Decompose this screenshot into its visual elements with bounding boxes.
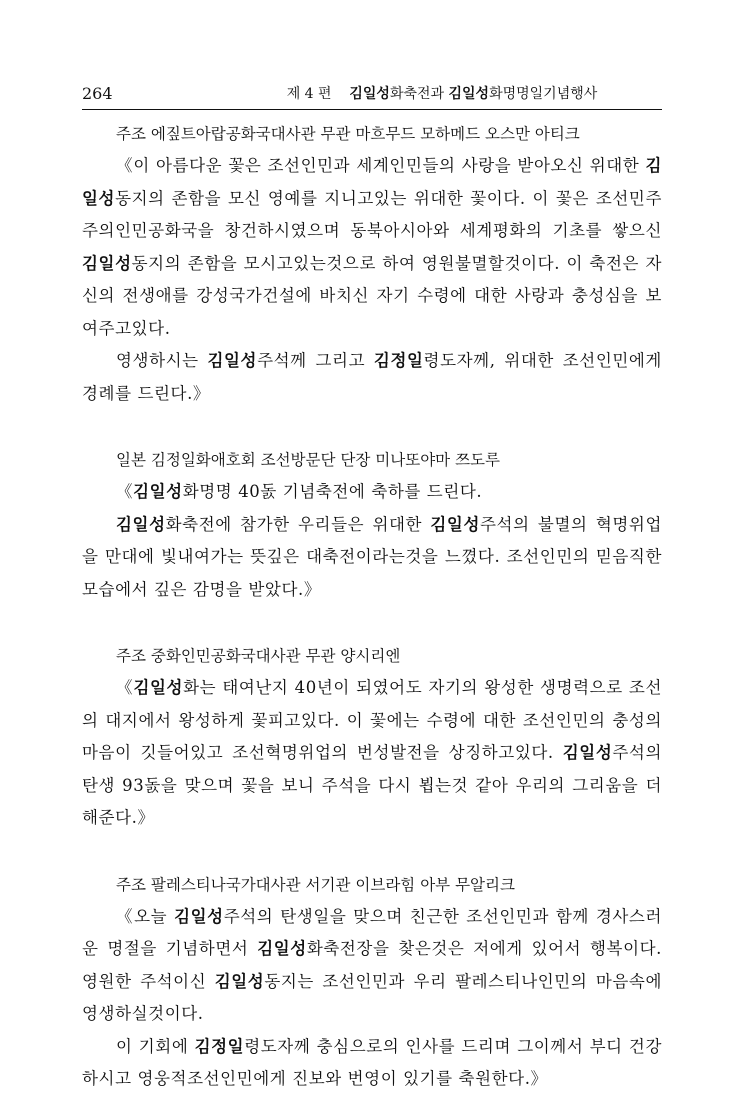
text-run: 《이 아름다운 꽃은 조선인민과 세계인민들의 사랑을 받아오신 위대한 (116, 156, 646, 175)
quote-paragraph (82, 901, 662, 1031)
text-run: 《 (116, 678, 134, 697)
text-run: 주석께 그리고 (257, 351, 374, 370)
leader-name: 김정일 (373, 351, 424, 370)
text-run: 영생하시는 (116, 351, 208, 370)
quote-paragraph (82, 476, 662, 509)
leader-name-1: 김일성 (349, 86, 390, 102)
text-run: 이 기회에 (116, 1036, 195, 1056)
leader-name: 김정일 (194, 1036, 245, 1056)
running-header (82, 83, 662, 110)
leader-name: 김일성 (133, 678, 184, 697)
text-run: 동지의 존함을 모신 영예를 지니고있는 위대한 꽃이다. 이 꽃은 조선민주주의인민공화국을 창건하시였으며 동북아시아와 세계평화의 기초를 쌓으신 (82, 188, 662, 240)
leader-name: 김일성 (562, 743, 613, 762)
leader-name: 김일성 (207, 351, 258, 370)
speaker-line: 주조 팔레스티나국가대사관 서기관 이브라힘 아부 무알리크 (116, 875, 515, 894)
text-run: 령도자께, 위대한 조선인민에게 경례를 드린다.》 (82, 351, 662, 403)
leader-name-2: 김일성 (448, 86, 490, 102)
speaker-line: 일본 김정일화애호회 조선방문단 단장 미나또야마 쯔도루 (116, 451, 500, 469)
section-gap (82, 835, 662, 869)
text-run: 주석의 불멸의 혁명위업을 만대에 빛내여가는 뜻깊은 대축전이라는것을 느꼈다. 조선인민의 믿음직한 모습에서 깊은 감명을 받았다.》 (82, 514, 662, 599)
quote-paragraph (82, 150, 662, 345)
part-label: 제 4 편 (286, 86, 332, 102)
quote-paragraph (82, 672, 662, 835)
text-run: 동지의 존함을 모시고있는것으로 하여 영원불멸할것이다. 이 축전은 자신의 전생애를 강성국가건설에 바치신 자기 수령에 대한 사랑과 충성심을 보여주고있다. (82, 253, 662, 338)
text-run: 화는 태여난지 40년이 되였어도 자기의 왕성한 생명력으로 조선의 대지에서 왕성하게 꽃피고있다. 이 꽃에는 수령에 대한 조선인민의 충성의 마음이 깃들어있고 조선혁명위업의 번성발전을 상징하고있다. (82, 678, 662, 762)
text-run: 《 (116, 482, 134, 501)
text-run: 동지는 조선인민과 우리 팔레스티나인민의 마음속에 영생하실것이다. (82, 971, 662, 1023)
leader-name: 김일성 (430, 514, 480, 534)
document-body (82, 118, 662, 1096)
leader-name: 김일성 (116, 514, 166, 534)
section-gap (82, 606, 662, 640)
title-end: 화명명일기념행사 (489, 86, 598, 102)
quote-paragraph (82, 1031, 662, 1096)
speaker-line: 주조 에짚트아랍공화국대사관 무관 마흐무드 모하메드 오스만 아티크 (116, 125, 580, 143)
leader-name: 김일성 (174, 906, 224, 926)
text-run: 주석의 탄생일을 맞으며 친근한 조선인민과 함께 경사스러운 명절을 기념하면서 (82, 906, 662, 958)
title-mid: 화축전과 (389, 86, 449, 102)
page-number: 264 (82, 84, 113, 103)
leader-name: 김일성 (133, 482, 183, 501)
leader-name: 김일성 (82, 156, 662, 208)
text-run: 화축전장을 찾은것은 저에게 있어서 행복이다. 영원한 주석이신 (82, 939, 663, 991)
text-run: 령도자께 충심으로의 인사를 드리며 그이께서 부디 건강하시고 영웅적조선인민에게 진보와 번영이 있기를 축원한다.》 (82, 1036, 662, 1088)
quote-paragraph (82, 509, 662, 607)
leader-name: 김일성 (82, 253, 132, 273)
speaker-line: 주조 중화인민공화국대사관 무관 양시리엔 (116, 647, 401, 665)
text-run: 화축전에 참가한 우리들은 위대한 (165, 514, 431, 534)
text-run: 화명명 40돐 기념축전에 축하를 드린다. (182, 482, 483, 501)
section-gap (82, 410, 662, 444)
text-run: 《오늘 (116, 906, 175, 926)
text-run: 주석의 탄생 93돐을 맞으며 꽃을 보니 주석을 다시 뵙는것 같아 우리의 그리움을 더해준다.》 (82, 743, 662, 827)
leader-name: 김일성 (214, 971, 265, 991)
quote-paragraph (82, 345, 662, 410)
running-title (222, 83, 662, 105)
leader-name: 김일성 (257, 939, 307, 958)
